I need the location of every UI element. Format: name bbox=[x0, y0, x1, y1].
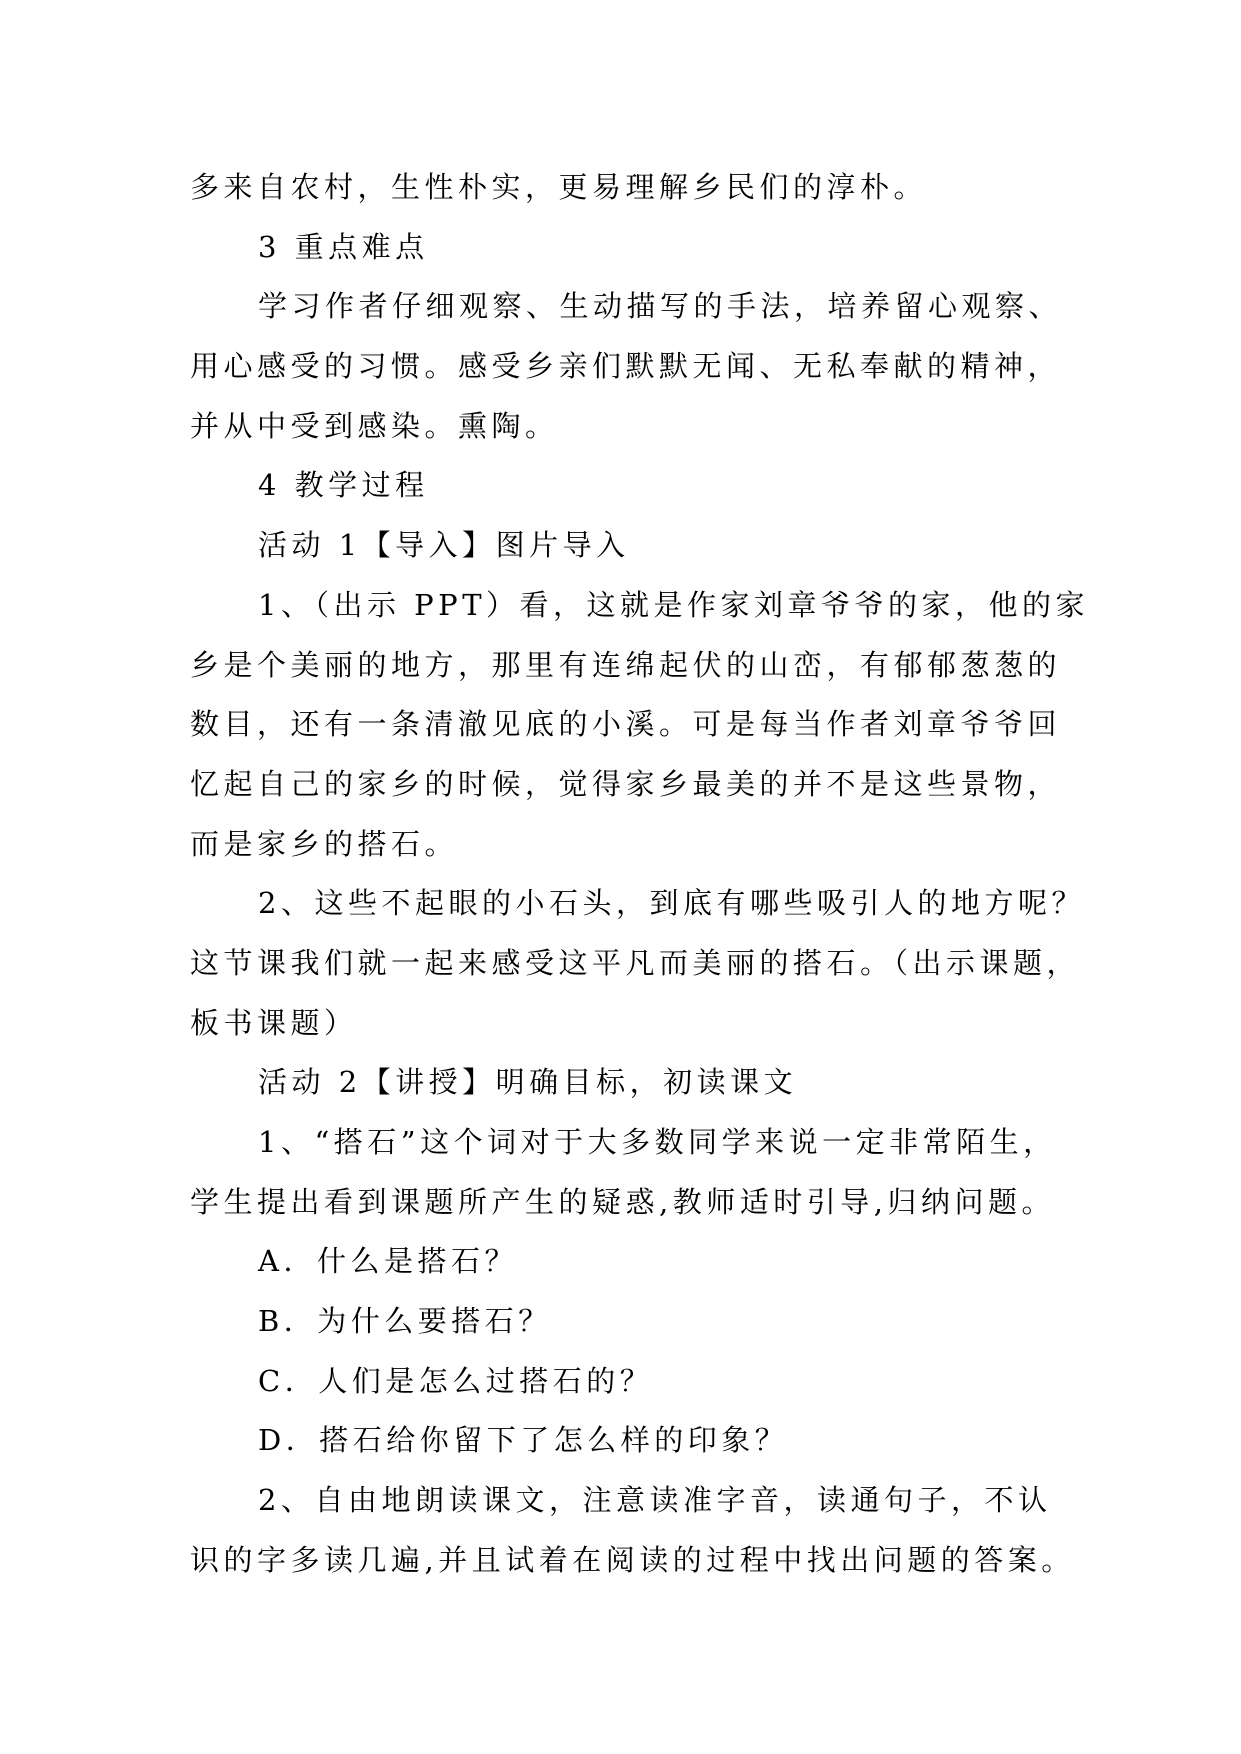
activity-heading: 活动 1【导入】图片导入 bbox=[258, 528, 630, 563]
question-list bbox=[190, 1232, 1110, 1471]
paragraph-line: 学习作者仔细观察、生动描写的手法，培养留心观察、 bbox=[258, 289, 1063, 324]
section-heading: 3 重点难点 bbox=[258, 229, 429, 264]
paragraph bbox=[190, 874, 1110, 1053]
question-item: A．什么是搭石？ bbox=[258, 1244, 518, 1279]
paragraph-line: 2、自由地朗读课文，注意读准字音，读通句子，不认 bbox=[258, 1483, 1052, 1518]
paragraph-line: 用心感受的习惯。感受乡亲们默默无闻、无私奉献的精神， bbox=[190, 349, 1062, 384]
paragraph-line: 1、（出示 PPT）看，这就是作家刘章爷爷的家，他的家 bbox=[258, 587, 1090, 622]
paragraph-line: 板书课题） bbox=[190, 1005, 358, 1040]
question-item: C．人们是怎么过搭石的？ bbox=[258, 1363, 654, 1398]
paragraph bbox=[190, 1471, 1110, 1590]
paragraph-line: 数目，还有一条清澈见底的小溪。可是每当作者刘章爷爷回 bbox=[190, 707, 1062, 742]
continued-paragraph bbox=[190, 158, 1110, 218]
paragraph-line: 1、“搭石”这个词对于大多数同学来说一定非常陌生， bbox=[258, 1125, 1057, 1159]
paragraph-line: 乡是个美丽的地方，那里有连绵起伏的山峦，有郁郁葱葱的 bbox=[190, 647, 1062, 682]
question-item: D．搭石给你留下了怎么样的印象？ bbox=[258, 1423, 789, 1458]
paragraph bbox=[190, 576, 1110, 874]
paragraph-line: 并从中受到感染。熏陶。 bbox=[190, 408, 559, 443]
paragraph bbox=[190, 1113, 1110, 1232]
section-3 bbox=[190, 218, 1110, 457]
paragraph bbox=[190, 277, 1110, 456]
paragraph-line: 而是家乡的搭石。 bbox=[190, 826, 459, 861]
activity-heading: 活动 2【讲授】明确目标，初读课文 bbox=[258, 1065, 798, 1100]
paragraph-line: 识的字多读几遍,并且试着在阅读的过程中找出问题的答案。 bbox=[190, 1542, 1075, 1577]
paragraph-line: 多来自农村，生性朴实，更易理解乡民们的淳朴。 bbox=[190, 170, 928, 204]
text-body bbox=[190, 158, 1110, 1591]
activity-2 bbox=[190, 1053, 1110, 1590]
section-4 bbox=[190, 456, 1110, 1590]
paragraph-line: 这节课我们就一起来感受这平凡而美丽的搭石。（出示课题， bbox=[190, 945, 1081, 980]
question-item: B．为什么要搭石？ bbox=[258, 1304, 552, 1339]
activity-1 bbox=[190, 516, 1110, 1053]
section-heading: 4 教学过程 bbox=[258, 468, 429, 503]
paragraph-line: 学生提出看到课题所产生的疑惑,教师适时引导,归纳问题。 bbox=[190, 1184, 1055, 1219]
paragraph-line: 2、这些不起眼的小石头，到底有哪些吸引人的地方呢？ bbox=[258, 886, 1085, 921]
paragraph-line: 忆起自己的家乡的时候，觉得家乡最美的并不是这些景物， bbox=[190, 766, 1062, 801]
